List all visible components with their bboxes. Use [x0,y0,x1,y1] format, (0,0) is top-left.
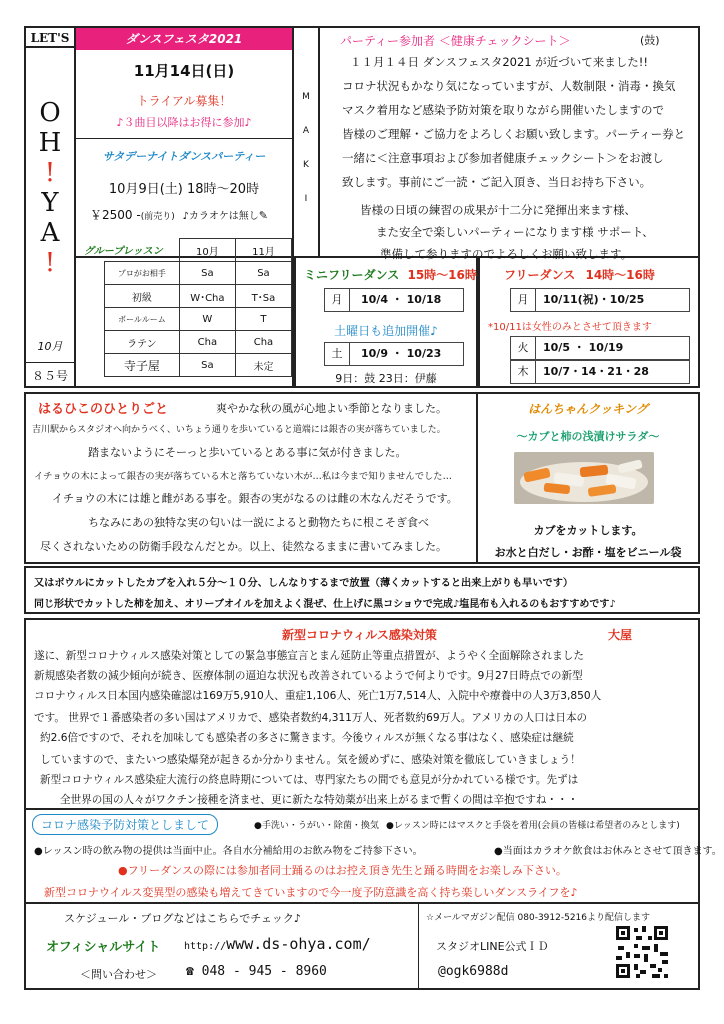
health-line: 準備して参りますのでよろしくお願い致します。 [380,247,633,261]
lesson-nov: 未定 [235,354,291,377]
lesson-nov: Sa [235,262,291,285]
haruhiko-line: イチョウの木によって銀杏の実が落ちている木と落ちていない木が…私は今まで知りませんでした… [34,471,452,482]
maki-letter: I [304,194,308,204]
day-key: 月 [511,289,536,311]
prevention-item: ●レッスン時にはマスクと手袋を着用(会員の皆様は希望者のみとします) [386,821,680,831]
haruhiko-line: 爽やかな秋の風が心地よい季節となりました。 [216,402,447,415]
prevention-item: ●当面はカラオケ飲食はお休みとさせて頂きます。 [494,846,722,857]
corona-line: 約2.6倍ですので、それを加味しても感染者の多さに驚きます。今後ウィルスが無くなる事はなく、感染症は継続 [40,732,574,744]
table-row [105,285,292,308]
health-check-block [318,26,700,261]
qr-code-icon[interactable] [614,924,670,980]
free-monday [510,288,690,312]
lesson-oct: Cha [179,331,235,354]
prevention-item: ●手洗い・うがい・除菌・換気 [254,821,379,831]
corona-line: です。 世界で１番感染者の多い国はアメリカで、感染者数約4,311万人、死者数約69万人。アメリカの人口は日本の [34,712,588,724]
festa-block [76,26,294,258]
party-price: ￥2500 - [90,208,141,222]
cooking-title: はんちゃんクッキング [528,402,648,416]
mini-free-sat-note: 土曜日も追加開催♪ [334,324,438,338]
table-header: 10月 [179,239,235,262]
maki-letter: M [302,92,310,102]
cooking-line1: カブをカットします。 [533,524,643,537]
lesson-oct: W･Cha [179,285,235,308]
day-dates: 10/11(祝)・10/25 [543,293,645,306]
table-row [105,239,292,262]
title-char: O [39,98,61,128]
footer-divider [418,904,419,988]
title-char: A [40,218,60,248]
official-site-label: オフィシャルサイト [46,940,161,955]
phone-number: ☎ 048 - 945 - 8960 [186,964,327,979]
day-dates: 10/9 ・ 10/23 [361,347,442,360]
salad-photo-image [514,452,654,504]
masthead-title [26,98,74,278]
lesson-nov: Cha [235,331,291,354]
prevention-block [24,810,722,904]
group-lesson-label: グループレッスン [84,246,163,257]
mini-free-monday [324,288,464,312]
mail-magazine: ☆メールマガジン配信 080-3912-5216より配信します [426,913,651,923]
title-char: Y [41,188,59,218]
masthead-lets: LET'S [26,28,74,48]
mini-free-title: ミニフリーダンス [304,268,400,282]
lesson-nov: T [235,308,291,331]
health-line: 皆様のご理解・ご協力をよろしくお願い致します。パーティー券と [342,127,686,141]
cooking-line2: お水と白だし・お酢・塩をビニール袋 [494,546,682,559]
lesson-name: ボールルーム [105,308,180,331]
line-label: スタジオLINE公式ＩＤ [436,940,549,953]
karaoke-note: ♪カラオケは無し [182,211,259,222]
day-key: 木 [511,361,536,383]
haruhiko-title: はるひこのひとりごと [38,402,169,417]
lesson-oct: Sa [179,262,235,285]
corona-line: 遂に、新型コロナウィルス感染対策としての緊急事態宣言とまん延防止等重点措置が、ようやく全面解除されました [34,650,584,662]
festa-header: ダンスフェスタ2021 [76,28,292,50]
haruhiko-block [24,392,478,564]
haruhiko-line: 吉川駅からスタジオへ向かうべく、いちょう通りを歩いていると道端には銀杏の実が落ちていました。 [32,425,446,435]
day-dates: 10/7・14・21・28 [543,365,649,378]
day-key: 土 [325,343,350,365]
corona-block [24,618,700,810]
prevention-item: 新型コロナウイルス変異型の感染も増えてきていますので今一度予防意識を高く持ち楽しいダンスライフを♪ [44,886,578,899]
maki-letters [294,80,318,216]
footer [24,904,700,990]
day-dates: 10/5 ・ 10/19 [543,341,624,354]
url-prefix: http:// [184,941,227,952]
official-site-url[interactable] [184,934,371,953]
group-lesson-table [104,238,292,377]
corona-line: 新規感染者数の減少傾向が続き、医療体制の逼迫な状況も改善されているようで何よりです。9月27日時点での新型 [34,670,583,682]
festa-discount: ♪３曲目以降はお得に参加♪ [116,116,252,129]
festa-trial: トライアル募集！ [136,94,232,108]
health-line: また安全で楽しいパーティーになります様 サポート、 [376,225,654,239]
maki-strip [294,26,318,258]
prevention-item: ●レッスン時の飲み物の提供は当面中止。各自水分補給用のお飲み物をご持参下さい。 [34,846,423,857]
table-row [105,331,292,354]
table-header: 11月 [235,239,291,262]
cooking-subtitle: ～カブと柿の浅漬けサラダ～ [516,430,660,443]
maki-letter: A [302,126,310,136]
prevention-item: ●フリーダンスの際には参加者同士踊るのはお控え頂き先生と踊る時間をお楽しみ下さい。 [118,864,567,877]
lesson-name: ラテン [105,331,180,354]
corona-title: 新型コロナウィルス感染対策 [282,628,437,642]
party-price-note: (前売り) [140,212,175,222]
health-signer: (鼓) [640,34,660,47]
table-row [105,354,292,377]
festa-date: 11月14日(日) [133,62,235,80]
health-line: １１月１４日 ダンスフェスタ2021 が近づいて来ました!! [350,55,648,69]
lesson-oct: Sa [179,354,235,377]
party-price-row [90,206,268,223]
haruhiko-line: 尽くされないための防衛手段なんだとか。以上、徒然なるままに書いてみました。 [40,540,447,553]
masthead [24,26,76,388]
health-line: マスク着用など感染予防対策を取りながら開催いたしますので [342,103,664,117]
free-note: *10/11は女性のみとさせて頂きます [488,322,652,333]
table-row [105,262,292,285]
party-title: サタデーナイトダンスパーティー [102,150,266,163]
lesson-name: 寺子屋 [105,354,180,377]
free-title: フリーダンス [504,268,576,282]
issue-number: ８５号 [26,362,74,384]
group-lesson [76,232,294,388]
health-line: 致します。事前にご一読・ご記入頂き、当日お持ち下さい。 [342,175,652,189]
mini-free-staff: 9日：鼓 23日：伊藤 [335,372,437,385]
free-title-row [504,266,655,283]
free-thursday [510,360,690,384]
haruhiko-line: イチョウの木には雄と雌がある事を。銀杏の実がなるのは雌の木なんだそうです。 [52,492,458,505]
recipe-line: 又はボウルにカットしたカブを入れ５分～１０分、しんなりするまで放置（薄くカットすると出来上がりも早いです） [34,578,574,589]
cooking-block [478,392,700,564]
haruhiko-line: ちなみにあの独特な実の匂いは一説によると動物たちに根こそぎ食べ [88,516,429,529]
url-main: www.ds-ohya.com/ [226,935,371,953]
lesson-nov: T･Sa [235,285,291,308]
corona-line: していますので、またいつ感染爆発が起きるか分かりません。気を緩めずに、感染対策を徹底していきましょう！ [40,754,581,766]
corona-line: コロナウィルス日本国内感染確認は169万5,910人、重症1,106人、死亡1万7,514人、入院中や療養中の人3万3,850人 [34,690,602,702]
title-char: ! [44,248,56,278]
mini-free-block [294,258,478,388]
recipe-line: 同じ形状でカットした柿を加え、オリーブオイルを加えよく混ぜ、仕上げに黒コショウで完成♪塩昆布も入れるのもおすすめです♪ [34,599,616,610]
prevention-title: コロナ感染予防対策としまして [32,814,218,835]
health-title: パーティー参加者 ＜健康チェックシート＞ [340,34,571,48]
health-line: 一緒に＜注意事項および参加者健康チェックシート＞をお渡し [342,151,664,165]
title-char: ! [44,158,56,188]
day-dates: 10/4 ・ 10/18 [361,293,442,306]
corona-line: 全世界の国の人々がワクチン接種を済ませ、更に新たな特効薬が出来上がるまで暫くの間は辛抱ですね・・・ [60,794,579,806]
line-id[interactable]: @ogk6988d [438,964,509,979]
contact-label: ＜問い合わせ＞ [80,968,157,981]
health-line: コロナ状況もかなり気になっていますが、人数制限・消毒・換気 [342,79,676,93]
party-date: 10月9日(土) 18時～20時 [108,182,260,197]
table-row [105,308,292,331]
free-tuesday [510,336,690,360]
recipe-continued [24,566,700,614]
free-time: 14時～16時 [585,268,655,282]
mini-free-time: 15時～16時 [407,268,477,282]
day-key: 月 [325,289,350,311]
issue-month: 10月 [37,340,63,353]
title-char: H [38,128,62,158]
lesson-name: プロがお相手 [105,262,180,285]
mini-free-saturday [324,342,464,366]
lesson-name: 初級 [105,285,180,308]
day-key: 火 [511,337,536,359]
divider [76,138,292,139]
mini-free-title-row [304,266,477,283]
maki-letter: K [303,160,309,170]
health-line: 皆様の日頃の練習の成果が十二分に発揮出来ます様、 [360,203,636,217]
corona-line: 新型コロナウィルス感染症大流行の終息時期については、専門家たちの間でも意見が分かれている様です。先ずは [40,774,579,786]
haruhiko-line: 踏まないようにそーっと歩いているとある事に気が付きました。 [88,446,407,459]
pencil-icon: ✎ [258,209,268,222]
free-block [478,258,700,388]
schedule-note: スケジュール・ブログなどはこちらでチェック♪ [64,912,301,925]
lesson-oct: W [179,308,235,331]
salad-photo [514,452,654,504]
corona-author: 大屋 [608,628,633,642]
